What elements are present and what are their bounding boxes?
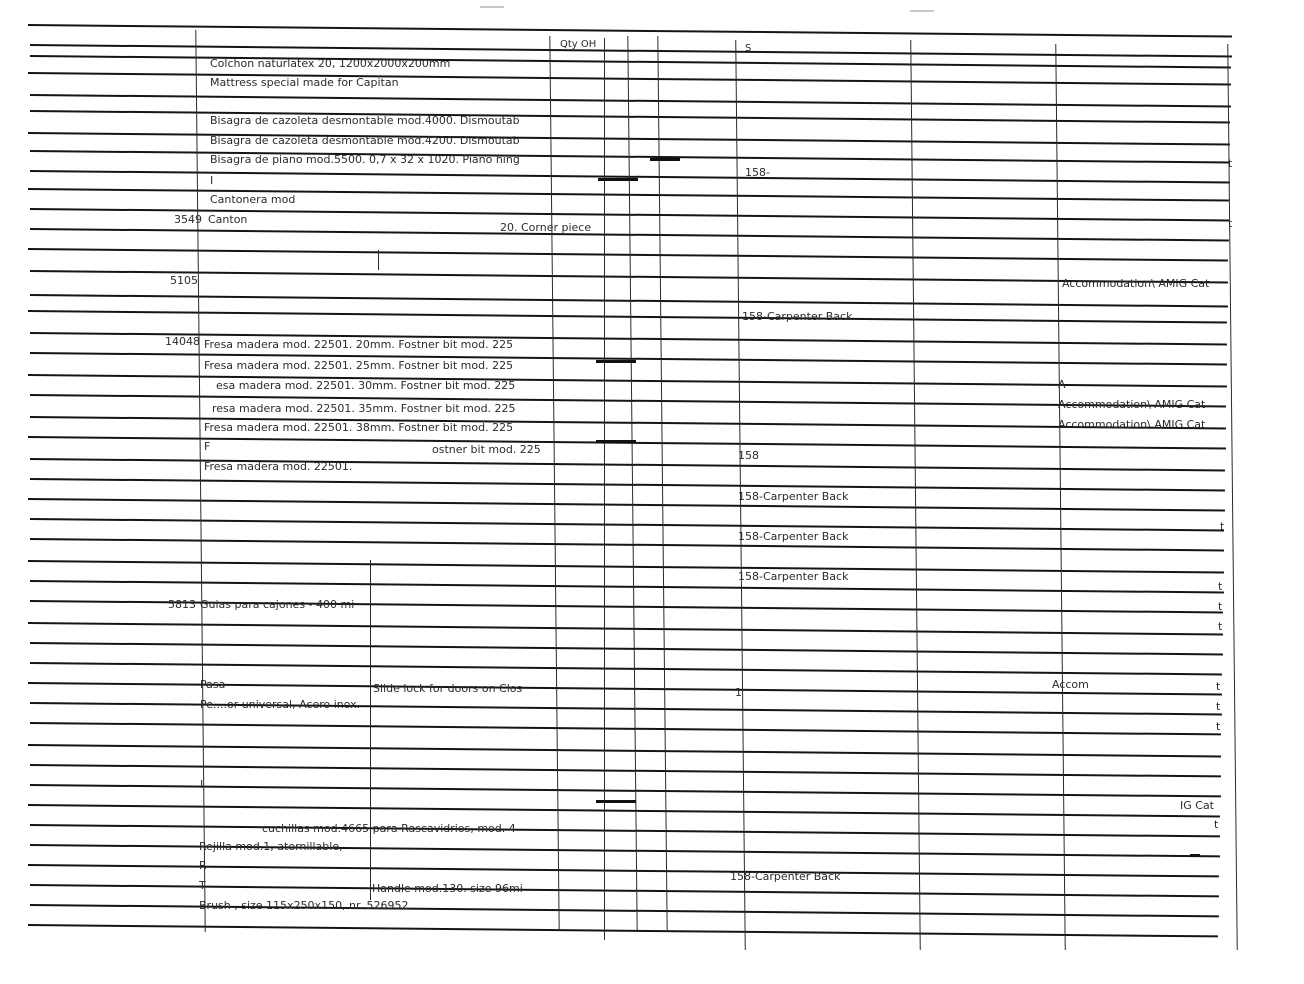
row-location: 158-Carpenter Back bbox=[738, 530, 849, 543]
grid-row-line bbox=[28, 498, 1225, 511]
scan-smudge bbox=[480, 6, 504, 8]
row-location: 158- bbox=[745, 166, 770, 179]
row-desc: esa madera mod. 22501. 30mm. Fostner bit mod. 225 bbox=[216, 379, 516, 392]
grid-row-line bbox=[30, 94, 1231, 108]
row-desc: I bbox=[210, 174, 214, 187]
grid-column-line bbox=[370, 560, 371, 900]
row-desc: Brush , size 115x250x150, nr. 526952 bbox=[199, 899, 409, 912]
grid-row-line bbox=[28, 622, 1223, 635]
edge-mark: t bbox=[1218, 580, 1223, 593]
edge-mark: t bbox=[1216, 720, 1221, 733]
grid-row-line bbox=[30, 44, 1232, 58]
row-desc: T bbox=[199, 879, 206, 892]
row-category: A bbox=[1058, 378, 1066, 391]
scan-smudge bbox=[910, 10, 934, 12]
grid-row-line bbox=[28, 744, 1221, 757]
scan-artifact bbox=[1190, 854, 1200, 857]
edge-mark: t bbox=[1218, 620, 1223, 633]
grid-row-line bbox=[28, 248, 1228, 262]
grid-row-line bbox=[28, 804, 1220, 817]
row-desc: Pasa bbox=[200, 678, 226, 691]
grid-column-line bbox=[1227, 44, 1237, 950]
scan-artifact bbox=[596, 800, 636, 803]
row-category: Accommodation\ AMIG Cat bbox=[1058, 398, 1206, 411]
row-desc: cuchillas mod.4665 para Rascavidrios, mod. 4 bbox=[262, 822, 516, 835]
header-mark: S bbox=[745, 43, 752, 54]
row-desc: Bisagra de cazoleta desmontable mod.4200. Dismoutab bbox=[210, 134, 520, 147]
row-desc-2: Slide lock for doors on Clos bbox=[373, 682, 523, 695]
row-desc: I bbox=[200, 778, 204, 791]
row-location: 158-Carpenter Back bbox=[730, 870, 841, 883]
row-desc-2: 20. Corner piece bbox=[500, 221, 592, 234]
grid-row-line bbox=[28, 374, 1227, 388]
grid-row-line bbox=[30, 478, 1225, 491]
grid-row-line bbox=[28, 310, 1227, 324]
grid-row-line bbox=[30, 580, 1224, 593]
edge-mark: t bbox=[1218, 600, 1223, 613]
grid-row-line bbox=[30, 884, 1219, 897]
row-desc: resa madera mod. 22501. 35mm. Fostner bit mod. 225 bbox=[212, 402, 516, 415]
scan-artifact bbox=[596, 440, 636, 443]
row-desc: Pe....or universal, Acero inox. bbox=[200, 698, 361, 711]
grid-row-line bbox=[30, 784, 1221, 797]
row-id: 3549 bbox=[174, 213, 202, 226]
scan-artifact bbox=[596, 360, 636, 363]
row-category: Accommodation\ AMIG Cat bbox=[1062, 277, 1210, 290]
row-id: 14048 bbox=[165, 335, 200, 348]
edge-mark: t bbox=[1228, 157, 1233, 170]
grid-column-line bbox=[604, 38, 605, 940]
row-desc: Fresa madera mod. 22501. 25mm. Fostner bit mod. 225 bbox=[204, 359, 514, 372]
edge-mark: t bbox=[1216, 680, 1221, 693]
row-desc: Fresa madera mod. 22501. 38mm. Fostner bit mod. 225 bbox=[204, 421, 514, 434]
row-desc: Guias para cajones - 400 mi bbox=[200, 598, 355, 611]
grid-row-line bbox=[28, 924, 1218, 937]
grid-row-line bbox=[30, 722, 1221, 735]
grid-row-line bbox=[28, 560, 1224, 573]
row-desc: Bisagra de cazoleta desmontable mod.4000. Dismoutab bbox=[210, 114, 520, 127]
grid-row-line bbox=[30, 764, 1221, 777]
grid-row-line bbox=[30, 518, 1224, 531]
grid-row-line bbox=[30, 394, 1226, 407]
row-category: Accommodation\ AMIG Cat bbox=[1058, 418, 1206, 431]
row-desc: Mattress special made for Capitan bbox=[210, 76, 399, 89]
row-location: 1 bbox=[735, 686, 742, 699]
row-desc: Cantonera mod bbox=[210, 193, 296, 206]
row-location: 158 bbox=[738, 449, 759, 462]
scan-artifact bbox=[598, 178, 638, 181]
scan-artifact bbox=[650, 158, 680, 161]
row-desc: Fresa madera mod. 22501. bbox=[204, 460, 353, 473]
row-desc: Fresa madera mod. 22501. 20mm. Fostner bit mod. 225 bbox=[204, 338, 514, 351]
row-desc: Colchon naturlatex 20, 1200x2000x200mm bbox=[210, 57, 451, 70]
header-qty-oh: Qty OH bbox=[560, 39, 597, 50]
edge-mark: t bbox=[1214, 818, 1219, 831]
grid-row-line bbox=[30, 538, 1224, 551]
row-desc: Canton bbox=[208, 213, 248, 226]
row-id: 5813 bbox=[168, 598, 196, 611]
grid-row-line bbox=[30, 642, 1223, 655]
row-category: IG Cat bbox=[1180, 799, 1214, 812]
grid-column-line bbox=[378, 250, 379, 270]
edge-mark: t bbox=[1228, 217, 1233, 230]
grid-row-line bbox=[28, 72, 1231, 86]
row-desc: F bbox=[204, 440, 211, 453]
row-id: 5105 bbox=[170, 274, 198, 287]
row-desc-2: Handle mod.130. size 96mi bbox=[372, 882, 523, 895]
edge-mark: t bbox=[1220, 520, 1225, 533]
edge-mark: t bbox=[1216, 700, 1221, 713]
row-category: Accom bbox=[1052, 678, 1089, 691]
row-desc: R bbox=[199, 859, 207, 872]
row-desc: Bisagra de piano mod.5500. 0,7 x 32 x 1020. Piano hing bbox=[210, 153, 520, 166]
grid-row-line bbox=[30, 662, 1222, 675]
grid-row-line bbox=[30, 294, 1228, 307]
row-desc-2: ostner bit mod. 225 bbox=[432, 443, 541, 456]
grid-row-line bbox=[28, 24, 1232, 38]
row-location: 158-Carpenter Back bbox=[738, 490, 849, 503]
row-desc: Rejilla mod.1, atornillable, bbox=[199, 840, 343, 853]
row-location: 158-Carpenter Back bbox=[742, 310, 853, 323]
row-location: 158-Carpenter Back bbox=[738, 570, 849, 583]
grid-row-line bbox=[30, 824, 1220, 837]
